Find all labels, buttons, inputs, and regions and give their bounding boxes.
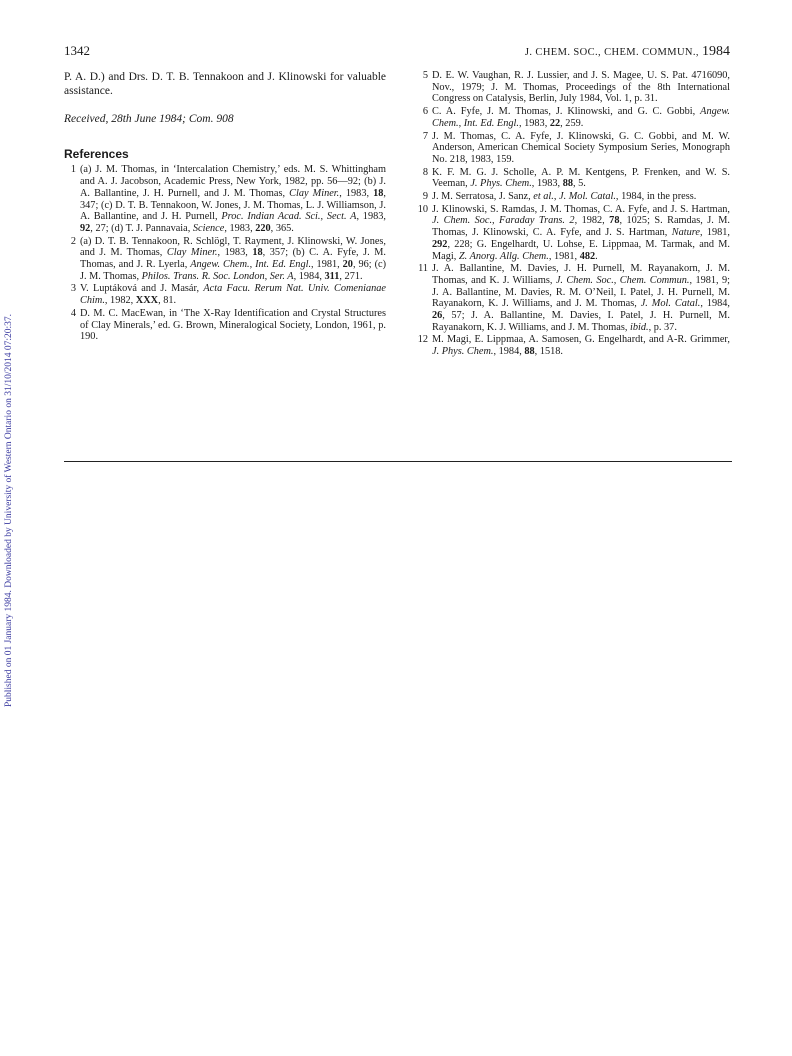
reference-text: K. F. M. G. J. Scholle, A. P. M. Kentgens, P. Frenken, and W. S. Veeman, J. Phys. Chem., 1983, 88, 5. [432,166,730,190]
received-date: Received, 28th June 1984; Com. 908 [64,113,234,125]
reference-number: 8 [422,166,428,178]
download-notice-text: Published on 01 January 1984. Downloaded by University of Western Ontario on 31/10/2014 07:20:37. [4,313,14,707]
journal-name: J. CHEM. SOC., CHEM. COMMUN., [524,47,699,58]
reference-text: J. Klinowski, S. Ramdas, J. M. Thomas, C. A. Fyfe, and J. S. Hartman, J. Chem. Soc., Faraday Trans. 2, 1982, 78, 1025; S. Ramdas, J. M. Thomas, J. Klinowski, C. A. Fyfe, and J. S. Hartman, Nature, 1981, 292, 228; G. Engelhardt, U. Lohse, E. Lippmaa, M. Tarmak, and M. Magi, Z. Anorg. Allg. Chem., 1981, 482. [432,203,731,262]
reference-item [64,164,386,234]
reference-text: M. Magi, E. Lippmaa, A. Samosen, G. Engelhardt, and A-R. Grimmer, J. Phys. Chem., 1984, 88, 1518. [432,334,730,358]
section-divider [64,461,732,462]
reference-text: (a) D. T. B. Tennakoon, R. Schlögl, T. Rayment, J. Klinowski, W. Jones, and J. M. Thomas, Clay Miner., 1983, 18, 357; (b) C. A. Fyfe, J. M. Thomas, and J. R. Lyerla, Angew. Chem., Int. Ed. Engl., 1981, 20, 96; (c) J. M. Thomas, Philos. Trans. R. Soc. London, Ser. A, 1984, 311, 271. [80,235,386,282]
reference-item [416,191,730,203]
reference-item [416,131,730,166]
reference-number: 1 [70,164,76,176]
journal-year: 1984 [702,44,730,59]
download-notice [2,190,18,710]
reference-item [416,106,730,129]
reference-text: J. A. Ballantine, M. Davies, J. H. Purnell, M. Rayanakorn, J. M. Thomas, and K. J. Williams, J. Chem. Soc., Chem. Commun., 1981, 9; J. A. Ballantine, M. Davies, R. M. O’Neil, I. Patel, J. H. Purnell, M. Rayanakorn, K. J. Williams, and J. M. Thomas, J. Mol. Catal., 1984, 26, 57; J. A. Ballantine, M. Davies, I. Patel, J. H. Purnell, M. Rayanakorn, K. J. Williams, and J. M. Thomas, ibid., p. 37. [432,263,730,333]
left-column [64,70,386,344]
reference-item [416,70,730,105]
reference-text: D. M. C. MacEwan, in ‘The X-Ray Identification and Crystal Structures of Clay Minerals,’ ed. G. Brown, Mineralogical Society, London, 1961, p. 190. [80,307,386,343]
acknowledgement: P. A. D.) and Drs. D. T. B. Tennakoon and J. Klinowski for valuable assistance. [64,71,386,97]
page-number: 1342 [64,43,90,58]
reference-text: (a) J. M. Thomas, in ‘Intercalation Chemistry,’ eds. M. S. Whittingham and A. J. Jacobson, Academic Press, New York, 1982, pp. 56—92; (b) J. A. Ballantine, J. H. Purnell, and J. M. Thomas, Clay Miner., 1983, 18, 347; (c) D. T. B. Tennakoon, W. Jones, J. M. Thomas, L. J. Williamson, J. A. Ballantine, and J. H. Purnell, Proc. Indian Acad. Sci., Sect. A, 1983, 92, 27; (d) T. J. Pannavaia, Science, 1983, 220, 365. [80,164,386,234]
reference-item [64,283,386,306]
reference-number: 7 [422,130,428,142]
reference-number: 9 [422,191,428,203]
reference-item [64,236,386,283]
references-heading: References [64,146,129,161]
reference-text: J. M. Thomas, C. A. Fyfe, J. Klinowski, G. C. Gobbi, and M. W. Anderson, American Chemical Society Symposium Series, Monograph No. 218, 1983, 159. [432,130,730,165]
reference-number: 3 [70,283,76,295]
reference-item [416,334,730,357]
reference-text: V. Luptáková and J. Masár, Acta Facu. Rerum Nat. Univ. Comenianae Chim., 1982, XXX, 81. [80,283,386,307]
reference-text: J. M. Serratosa, J. Sanz, et al., J. Mol. Catal., 1984, in the press. [432,191,697,203]
reference-number: 2 [70,235,76,247]
reference-number: 6 [422,106,428,118]
right-column [416,70,730,359]
reference-item [416,167,730,190]
reference-number: 12 [417,334,428,346]
reference-number: 10 [417,203,428,215]
reference-text: D. E. W. Vaughan, R. J. Lussier, and J. S. Magee, U. S. Pat. 4716090, Nov., 1979; J. M. Thomas, Proceedings of the 8th International Congress on Catalysis, Berlin, July 1984, Vol. 1, p. 31. [432,70,730,105]
reference-item [416,263,730,333]
reference-number: 11 [418,263,428,275]
running-header [525,44,730,60]
reference-number: 5 [422,70,428,81]
reference-item [416,204,730,263]
reference-item [64,308,386,343]
reference-text: C. A. Fyfe, J. M. Thomas, J. Klinowski, and G. C. Gobbi, Angew. Chem., Int. Ed. Engl., 1983, 22, 259. [432,106,730,129]
reference-number: 4 [70,307,76,319]
